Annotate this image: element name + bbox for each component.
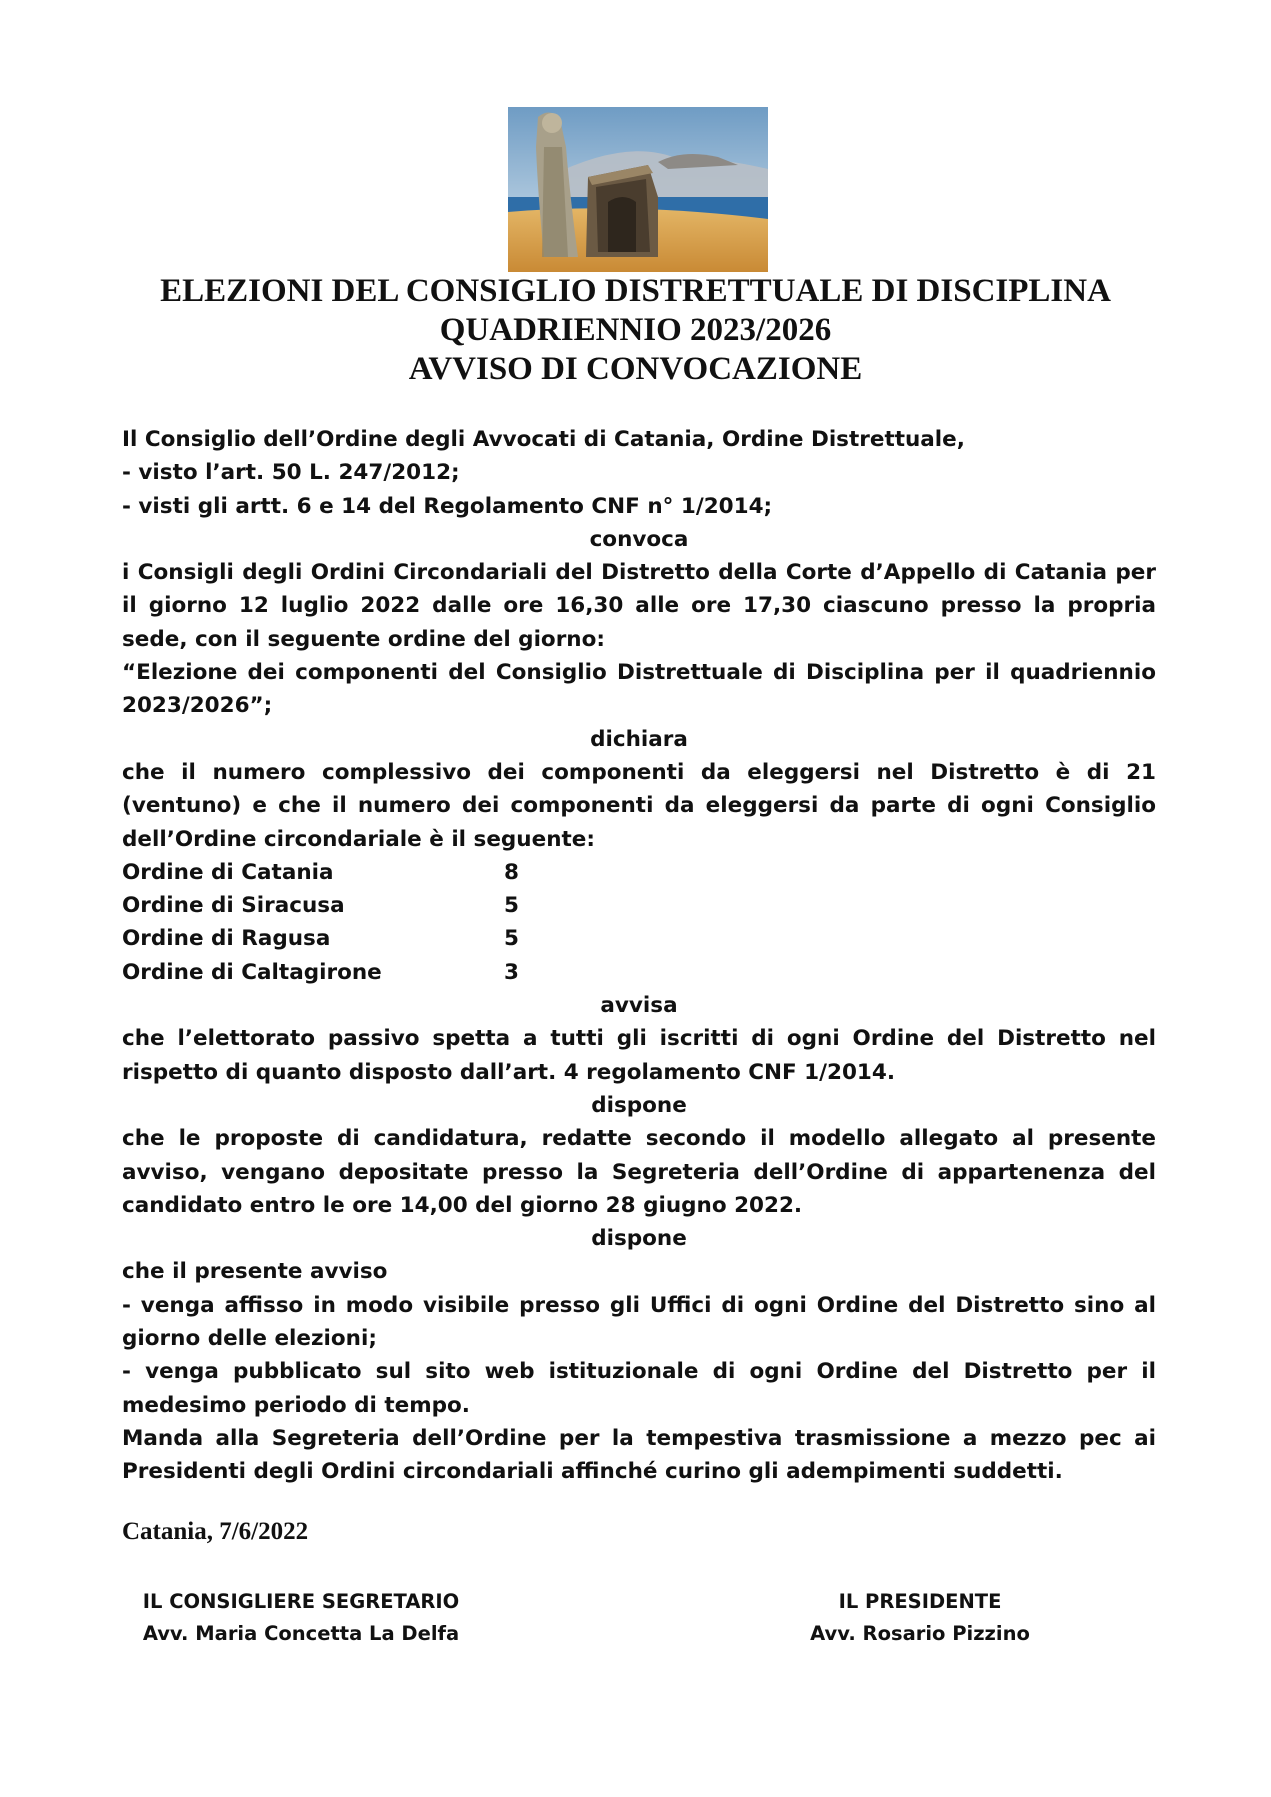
signatory-role: IL CONSIGLIERE SEGRETARIO xyxy=(142,1590,460,1613)
ordine-count: 5 xyxy=(504,893,519,919)
intro-line: Il Consiglio dell’Ordine degli Avvocati di Catania, Ordine Distrettuale, xyxy=(122,427,965,452)
ordine-count: 3 xyxy=(504,959,519,985)
historic-statue-and-etna-painting-logo xyxy=(508,107,768,272)
dispone-item-pubblicato: - venga pubblicato sul sito web istituzionale di ogni Ordine del Distretto per il medesimo periodo di tempo. xyxy=(122,1359,1156,1418)
manda-paragraph: Manda alla Segreteria dell’Ordine per la tempestiva trasmissione a mezzo pec ai Presidenti degli Ordini circondariali affinché curino gli adempimenti suddetti. xyxy=(122,1425,1156,1485)
ordine-count: 8 xyxy=(504,859,519,885)
dispone-heading-1: dispone xyxy=(591,1092,687,1118)
ordine-name: Ordine di Catania xyxy=(122,859,334,885)
title-line-1: ELEZIONI DEL CONSIGLIO DISTRETTUALE DI DISCIPLINA xyxy=(160,273,1111,309)
notice-body xyxy=(122,423,1156,1489)
ordini-list xyxy=(122,856,1156,989)
dispone-item-affisso: - venga affisso in modo visibile presso gli Uffici di ogni Ordine del Distretto sino al giorno delle elezioni; xyxy=(122,1292,1156,1352)
dispone-paragraph-1: che le proposte di candidatura, redatte secondo il modello allegato al presente avviso, vengano depositate presso la Segreteria dell’Ordine di appartenenza del candidato entro le ore 14,00 del giorno 28 giugno 2022. xyxy=(122,1126,1156,1218)
ordine-row xyxy=(122,956,1156,989)
signatory-name: Avv. Rosario Pizzino xyxy=(810,1622,1030,1645)
document-title xyxy=(60,272,1211,389)
signatory-role: IL PRESIDENTE xyxy=(838,1590,1002,1613)
ordine-row xyxy=(122,889,1156,922)
dispone-heading-2: dispone xyxy=(591,1226,687,1252)
dichiara-paragraph: che il numero complessivo dei componenti da eleggersi nel Distretto è di 21 (ventuno) e che il numero dei componenti da eleggersi da parte di ogni Consiglio dell’Ordine circondariale è il seguente: xyxy=(122,759,1156,852)
convoca-paragraph: i Consigli degli Ordini Circondariali del Distretto della Corte d’Appello di Catania per il giorno 12 luglio 2022 dalle ore 16,30 alle ore 17,30 ciascuno presso la propria sede, con il seguente ordine del giorno: xyxy=(122,560,1156,652)
document-date: Catania, 7/6/2022 xyxy=(122,1518,309,1545)
ordine-count: 5 xyxy=(504,926,519,952)
ordine-name: Ordine di Ragusa xyxy=(122,926,331,952)
ordine-del-giorno: “Elezione dei componenti del Consiglio Distrettuale di Disciplina per il quadriennio 2023/2026”; xyxy=(122,660,1156,719)
avvisa-paragraph: che l’elettorato passivo spetta a tutti gli iscritti di ogni Ordine del Distretto nel rispetto di quanto disposto dall’art. 4 regolamento CNF 1/2014. xyxy=(122,1026,1156,1085)
convoca-heading: convoca xyxy=(589,526,689,552)
avvisa-heading: avvisa xyxy=(600,993,678,1019)
ordine-row xyxy=(122,856,1156,889)
visto-line-1: - visto l’art. 50 L. 247/2012; xyxy=(122,460,460,486)
signatory-name: Avv. Maria Concetta La Delfa xyxy=(142,1622,460,1645)
signature-block-segretario xyxy=(122,1586,480,1650)
dispone-intro-2: che il presente avviso xyxy=(122,1259,388,1285)
dichiara-heading: dichiara xyxy=(590,726,688,752)
title-line-3: AVVISO DI CONVOCAZIONE xyxy=(408,351,863,387)
ordine-name: Ordine di Caltagirone xyxy=(122,959,382,985)
signature-block-presidente xyxy=(770,1586,1070,1650)
title-line-2: QUADRIENNIO 2023/2026 xyxy=(439,312,832,348)
visto-line-2: - visti gli artt. 6 e 14 del Regolamento CNF n° 1/2014; xyxy=(122,493,773,519)
ordine-row xyxy=(122,922,1156,955)
ordine-name: Ordine di Siracusa xyxy=(122,893,345,919)
